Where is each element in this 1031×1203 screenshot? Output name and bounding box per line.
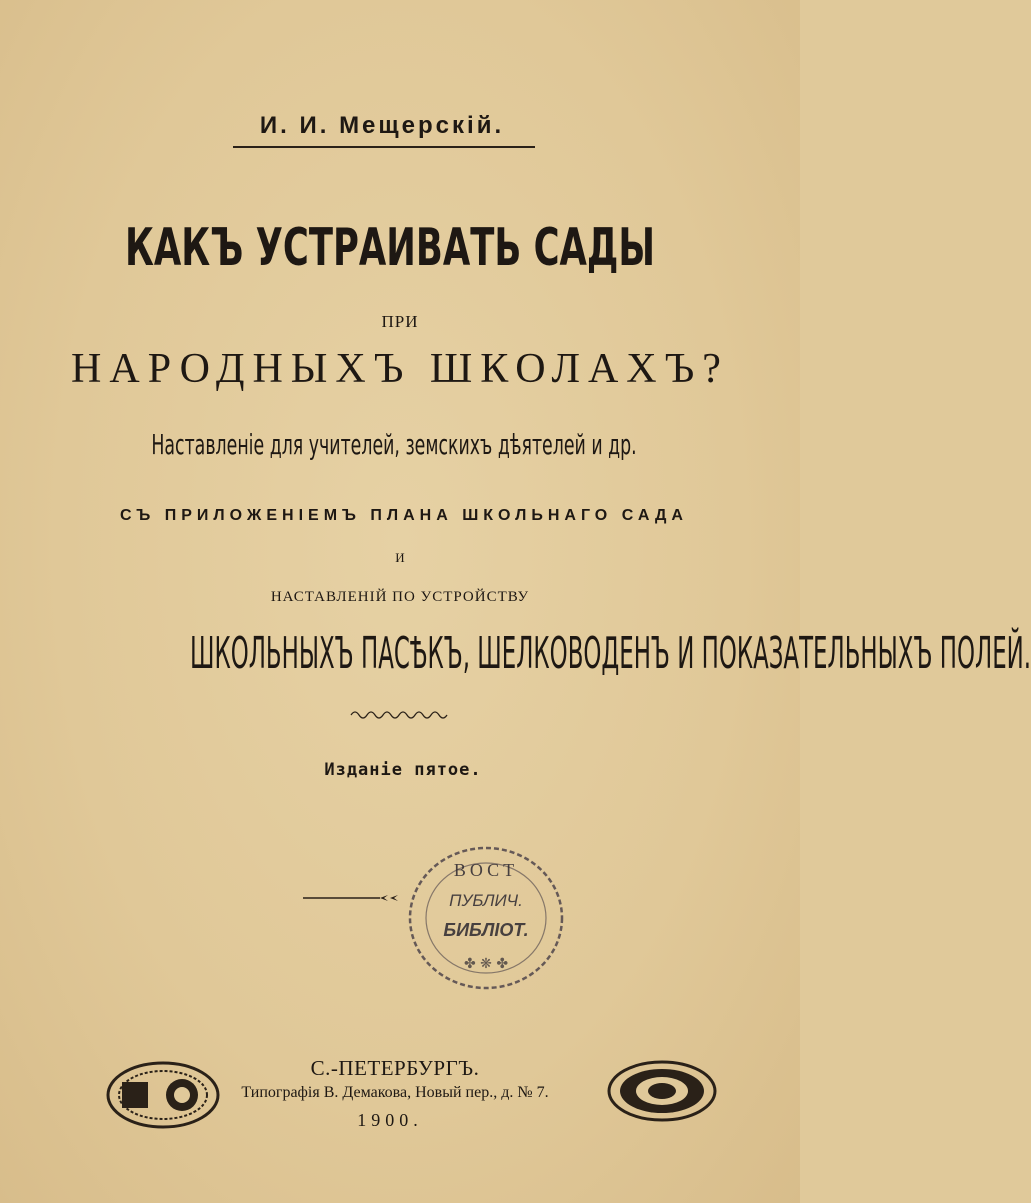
title-connector: ПРИ	[381, 312, 419, 331]
stamp-middle-text: ПУБЛИЧ.	[449, 891, 523, 910]
edition-note: Изданіе пятое.	[324, 760, 482, 780]
appendix-line: СЪ ПРИЛОЖЕНІЕМЪ ПЛАНА ШКОЛЬНАГО САДА	[120, 507, 688, 524]
stamp-bottom-text: БИБЛІОТ.	[443, 920, 529, 940]
book-title: КАКЪ УСТРАИВАТЬ САДЫ	[124, 218, 656, 278]
imprint-city: С.-ПЕТЕРБУРГЪ.	[310, 1056, 480, 1080]
imprint-year: 1900.	[357, 1110, 423, 1130]
instructions-line-2: НАСТАВЛЕНІЙ ПО УСТРОЙСТВУ	[270, 589, 530, 605]
wavy-ornament-divider	[350, 708, 452, 722]
book-subtitle: НАРОДНЫХЪ ШКОЛАХЪ?	[71, 346, 729, 392]
schools-line: ШКОЛЬНЫХЪ ПАСѢКЪ, ШЕЛКОВОДЕНЪ И ПОКАЗАТЕЛЬНЫХЪ ПОЛЕЙ.	[190, 628, 1031, 679]
imprint-printer: Типографія В. Демакова, Новый пер., д. № 7.	[241, 1084, 549, 1101]
author-name: И. И. Мещерскій.	[259, 112, 505, 139]
instruction-line: Наставленіе для учителей, земскихъ дѣятелей и др.	[151, 428, 637, 461]
author-underline	[233, 146, 535, 148]
conjunction: И	[395, 550, 405, 565]
library-stamp	[300, 842, 580, 997]
svg-text:✤ ❋ ✤: ✤ ❋ ✤	[463, 956, 509, 972]
stamp-top-text: ВОСТ	[453, 860, 519, 880]
